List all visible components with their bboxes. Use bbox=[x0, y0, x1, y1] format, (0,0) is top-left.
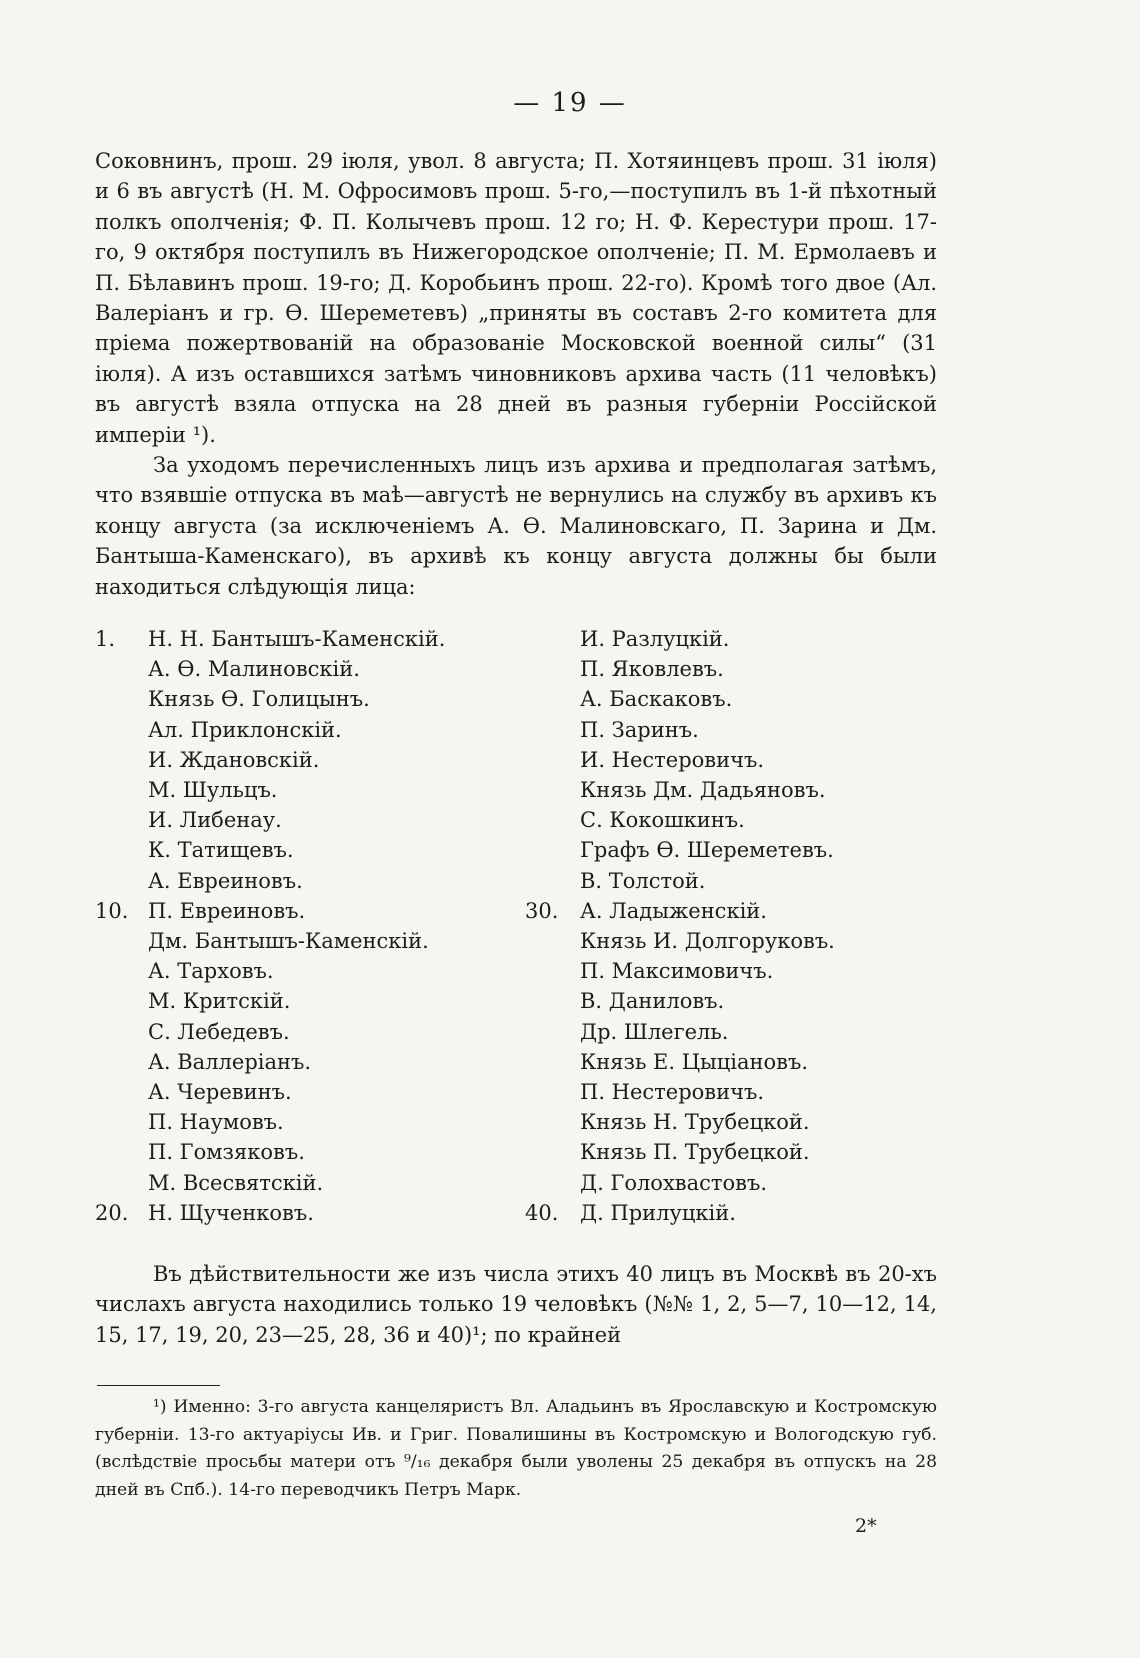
footnote-divider bbox=[97, 1385, 220, 1386]
paragraph-1: Соковнинъ, прош. 29 іюля, увол. 8 августа; П. Хотяинцевъ прош. 31 іюля) и 6 въ августѣ (Н. М. Офросимовъ прош. 5-го,—поступилъ въ 1-й пѣхотный полкъ ополченія; Ф. П. Колычевъ прош. 12 го; Н. Ф. Керестури прош. 17-го, 9 октября поступилъ въ Нижегородское ополченіе; П. М. Ермолаевъ и П. Бѣлавинъ прош. 19-го; Д. Коробьинъ прош. 22-го). Кромѣ того двое (Ал. Валеріанъ и гр. Ѳ. Шереметевъ) „приняты въ составъ 2-го комитета для пріема пожертвованій на образованіе Московской военной силы“ (31 іюля). А изъ оставшихся затѣмъ чиновниковъ архива часть (11 человѣкъ) въ августѣ взяла отпуска на 28 дней въ разныя губерніи Россійской имперіи ¹). bbox=[95, 149, 937, 447]
list-item bbox=[95, 1137, 525, 1167]
list-item bbox=[525, 1077, 937, 1107]
person-name: П. Заринъ. bbox=[580, 717, 699, 742]
person-name: И. Разлуцкій. bbox=[580, 627, 730, 651]
list-number bbox=[525, 624, 580, 654]
list-item bbox=[525, 775, 937, 805]
person-name: А. Валлеріанъ. bbox=[148, 1049, 312, 1074]
list-item bbox=[525, 624, 937, 654]
list-item bbox=[525, 805, 937, 835]
person-name: П. Максимовичъ. bbox=[580, 959, 774, 984]
names-list bbox=[95, 624, 937, 1228]
person-name: А. Ладыженскій. bbox=[580, 898, 767, 923]
list-item bbox=[95, 896, 525, 926]
list-number bbox=[525, 654, 580, 684]
list-number bbox=[525, 1017, 580, 1047]
footnote-date-fraction: ⁹/₁₆ bbox=[404, 1452, 431, 1472]
footnote-text-a: 3-го августа канцеляристъ Вл. Аладьинъ въ Ярославскую и Костромскую губерніи. 13-го актуаріусы Ив. и Григ. Повалишины въ Костромскую и Вологодскую губ. (вслѣдствіе просьбы матери отъ bbox=[95, 1397, 938, 1472]
list-item bbox=[95, 866, 525, 896]
footnote-1 bbox=[95, 1394, 937, 1504]
list-number: 20. bbox=[95, 1200, 129, 1225]
paragraph-2: За уходомъ перечисленныхъ лицъ изъ архива и предполагая затѣмъ, что взявшіе отпуска въ маѣ—августѣ не вернулись на службу въ архивъ къ концу августа (за исключеніемъ А. Ѳ. Малиновскаго, П. Зарина и Дм. Бантыша-Каменскаго), въ архивѣ къ концу августа должны бы были находиться слѣдующія лица: bbox=[95, 453, 937, 599]
list-item bbox=[95, 1198, 525, 1228]
list-number: 30. bbox=[525, 898, 559, 923]
list-number bbox=[95, 926, 148, 956]
list-item bbox=[95, 1107, 525, 1137]
list-number bbox=[95, 986, 148, 1016]
list-item bbox=[95, 926, 525, 956]
list-number bbox=[525, 745, 580, 775]
list-item bbox=[525, 684, 937, 714]
list-number bbox=[95, 775, 148, 805]
list-number bbox=[525, 1047, 580, 1077]
person-name: Др. Шлегель. bbox=[580, 1019, 729, 1044]
person-name: П. Наумовъ. bbox=[148, 1110, 284, 1135]
names-column-right bbox=[525, 624, 937, 1228]
list-number bbox=[95, 684, 148, 714]
person-name: К. Татищевъ. bbox=[148, 838, 294, 863]
person-name: Князь Е. Цыціановъ. bbox=[580, 1049, 809, 1074]
list-item bbox=[525, 1107, 937, 1137]
list-number bbox=[525, 986, 580, 1016]
list-item bbox=[525, 1198, 937, 1228]
person-name: П. Яковлевъ. bbox=[580, 657, 724, 682]
list-item bbox=[95, 715, 525, 745]
person-name: А. Тарховъ. bbox=[148, 959, 274, 984]
list-number bbox=[525, 684, 580, 714]
list-number bbox=[95, 1077, 148, 1107]
list-number bbox=[525, 1168, 580, 1198]
person-name: Князь П. Трубецкой. bbox=[580, 1140, 810, 1165]
list-number bbox=[525, 866, 580, 896]
list-item bbox=[95, 684, 525, 714]
footnote-marker: ¹) Именно: bbox=[153, 1397, 251, 1417]
list-number bbox=[525, 775, 580, 805]
list-item bbox=[95, 654, 525, 684]
list-item bbox=[95, 624, 525, 654]
list-number bbox=[95, 1047, 148, 1077]
list-number bbox=[95, 805, 148, 835]
list-item bbox=[525, 986, 937, 1016]
person-name: Н. Щученковъ. bbox=[148, 1200, 314, 1225]
list-item bbox=[95, 956, 525, 986]
names-column-left bbox=[95, 624, 525, 1228]
person-name: Д. Прилуцкій. bbox=[580, 1200, 736, 1225]
list-item bbox=[525, 956, 937, 986]
list-item bbox=[525, 926, 937, 956]
list-number: 1. bbox=[95, 627, 116, 651]
list-item bbox=[525, 654, 937, 684]
person-name: А. Ѳ. Малиновскій. bbox=[148, 657, 360, 682]
person-name: И. Ждановскій. bbox=[148, 747, 320, 772]
list-number bbox=[525, 1107, 580, 1137]
person-name: Графъ Ѳ. Шереметевъ. bbox=[580, 838, 834, 863]
paragraph-3: Въ дѣйствительности же изъ числа этихъ 40 лицъ въ Москвѣ въ 20-хъ числахъ августа находились только 19 человѣкъ (№№ 1, 2, 5—7, 10—12, 14, 15, 17, 19, 20, 23—25, 28, 36 и 40)¹; по крайней bbox=[95, 1262, 937, 1347]
list-item bbox=[525, 896, 937, 926]
list-number bbox=[95, 654, 148, 684]
list-number bbox=[95, 956, 148, 986]
person-name: В. Даниловъ. bbox=[580, 989, 725, 1014]
person-name: П. Евреиновъ. bbox=[148, 898, 306, 923]
person-name: И. Либенау. bbox=[148, 808, 282, 833]
list-item bbox=[525, 835, 937, 865]
person-name: Д. Голохвастовъ. bbox=[580, 1170, 768, 1195]
list-item bbox=[525, 715, 937, 745]
person-name: П. Гомзяковъ. bbox=[148, 1140, 305, 1165]
list-item bbox=[95, 1168, 525, 1198]
list-number bbox=[95, 1168, 148, 1198]
person-name: Князь Дм. Дадьяновъ. bbox=[580, 778, 826, 803]
list-item bbox=[95, 775, 525, 805]
footnote-text-b: декабря были уволены 25 декабря въ отпускъ на 28 дней въ Спб.). 14-го переводчикъ Петръ Марк. bbox=[95, 1452, 938, 1500]
list-number bbox=[525, 956, 580, 986]
list-number bbox=[95, 1137, 148, 1167]
list-item bbox=[95, 1077, 525, 1107]
list-number bbox=[95, 1107, 148, 1137]
list-number bbox=[95, 866, 148, 896]
person-name: С. Лебедевъ. bbox=[148, 1019, 290, 1044]
person-name: А. Евреиновъ. bbox=[148, 868, 303, 893]
person-name: Н. Н. Бантышъ-Каменскій. bbox=[148, 627, 446, 651]
person-name: Князь Ѳ. Голицынъ. bbox=[148, 687, 370, 712]
list-item bbox=[525, 1047, 937, 1077]
list-number: 40. bbox=[525, 1200, 559, 1225]
person-name: П. Нестеровичъ. bbox=[580, 1080, 765, 1105]
page-number: — 19 — bbox=[513, 88, 627, 118]
person-name: А. Черевинъ. bbox=[148, 1080, 292, 1105]
list-number bbox=[95, 715, 148, 745]
list-item bbox=[525, 745, 937, 775]
person-name: А. Баскаковъ. bbox=[580, 687, 733, 712]
person-name: Князь Н. Трубецкой. bbox=[580, 1110, 810, 1135]
person-name: Дм. Бантышъ-Каменскій. bbox=[148, 929, 429, 954]
list-number bbox=[525, 805, 580, 835]
list-number bbox=[525, 926, 580, 956]
list-item bbox=[525, 1168, 937, 1198]
list-item bbox=[95, 805, 525, 835]
list-number: 10. bbox=[95, 898, 129, 923]
list-item bbox=[95, 835, 525, 865]
signature-mark: 2* bbox=[855, 1515, 877, 1537]
person-name: Ал. Приклонскій. bbox=[148, 717, 342, 742]
list-number bbox=[95, 835, 148, 865]
person-name: М. Шульцъ. bbox=[148, 778, 278, 803]
list-number bbox=[95, 1017, 148, 1047]
person-name: Князь И. Долгоруковъ. bbox=[580, 929, 835, 954]
person-name: М. Критскій. bbox=[148, 989, 291, 1014]
list-item bbox=[95, 1047, 525, 1077]
list-item bbox=[525, 866, 937, 896]
person-name: И. Нестеровичъ. bbox=[580, 747, 765, 772]
list-item bbox=[95, 986, 525, 1016]
list-number bbox=[525, 1077, 580, 1107]
list-number bbox=[525, 715, 580, 745]
list-number bbox=[95, 745, 148, 775]
list-item bbox=[525, 1017, 937, 1047]
person-name: М. Всесвятскій. bbox=[148, 1170, 324, 1195]
list-number bbox=[525, 1137, 580, 1167]
list-item bbox=[95, 745, 525, 775]
list-item bbox=[525, 1137, 937, 1167]
list-number bbox=[525, 835, 580, 865]
list-item bbox=[95, 1017, 525, 1047]
person-name: С. Кокошкинъ. bbox=[580, 808, 745, 833]
person-name: В. Толстой. bbox=[580, 868, 706, 893]
